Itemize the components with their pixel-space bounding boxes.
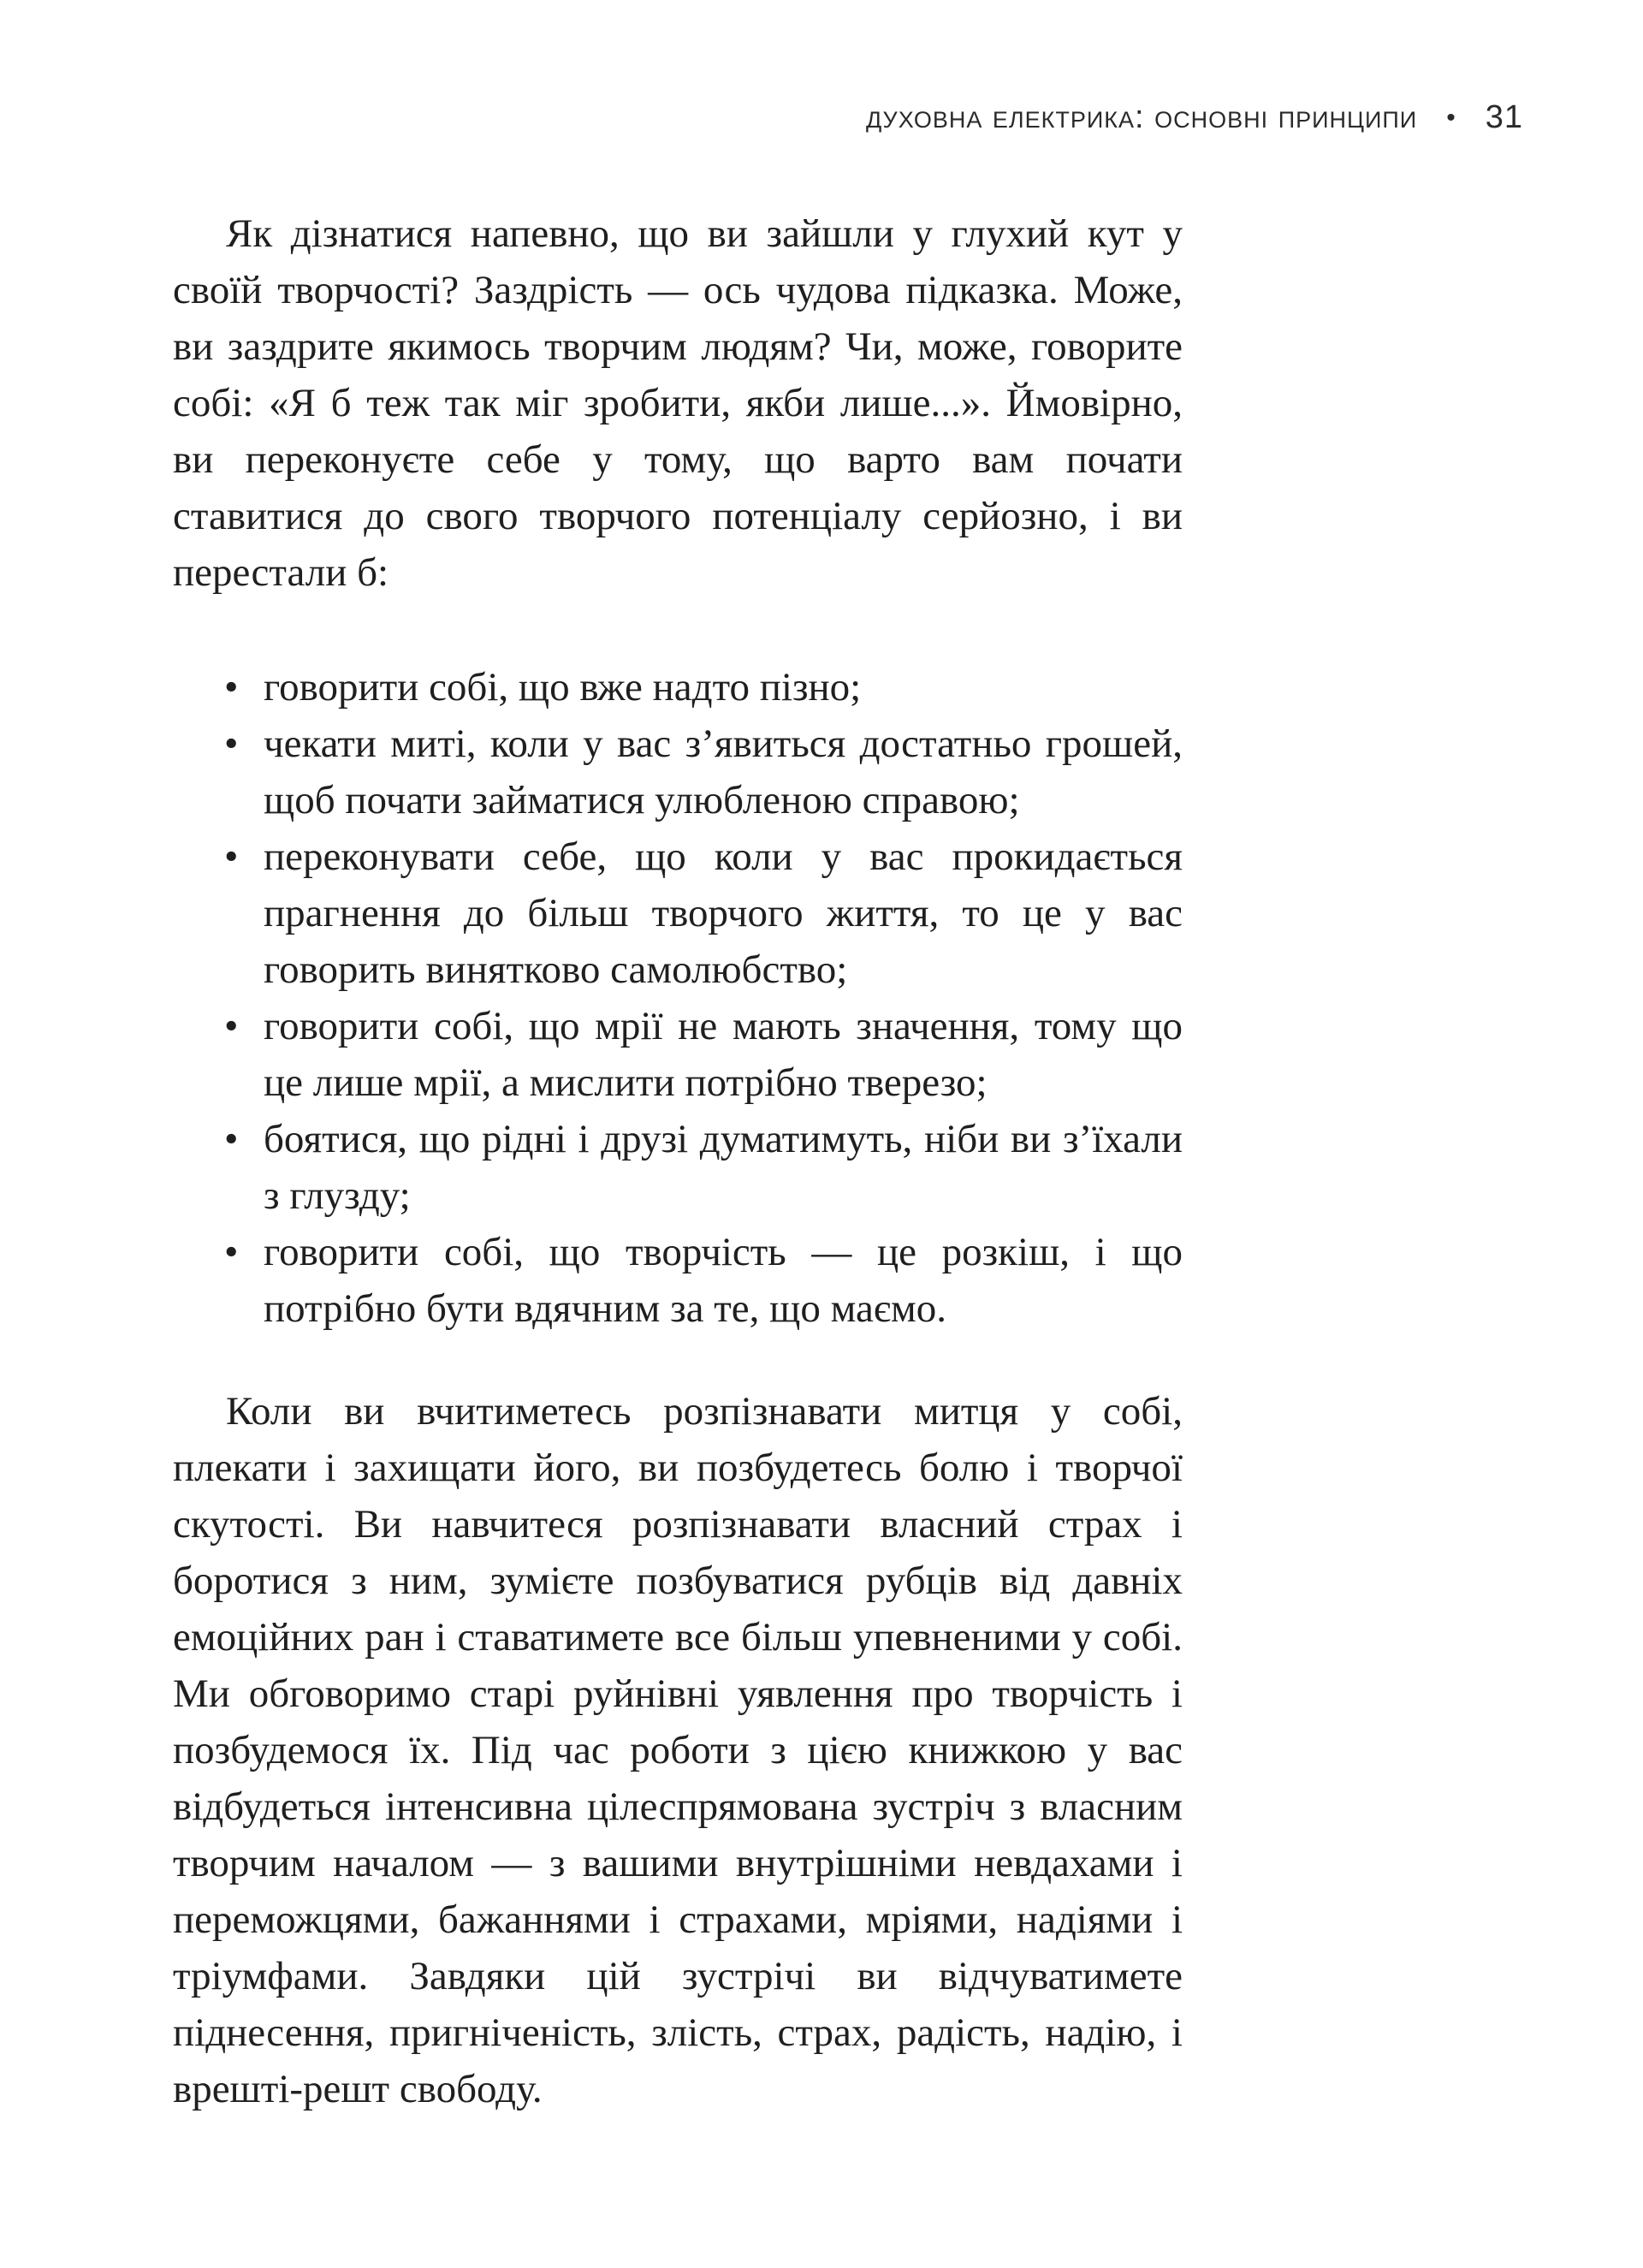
paragraph-1: Як дізнатися напевно, що ви зайшли у глухий кут у своїй творчості? Заздрість — ось чудова підказка. Може, ви заздрите якимось творчим людям? Чи, може, говорите собі: «Я б теж так міг зробити, якби лише...». Ймовірно, ви переконуєте себе у тому, що варто вам почати ставитися до свого творчого потенціалу серйозно, і ви перестали б:	[173, 211, 1183, 595]
list-item: • переконувати себе, що коли у вас прокидається прагнення до більш творчого життя, то це у вас говорить винятково самолюбство;	[224, 828, 1183, 998]
list-item: • говорити собі, що творчість — це розкіш, і що потрібно бути вдячним за те, що маємо.	[224, 1224, 1183, 1337]
list-item: • чекати миті, коли у вас з’явиться достатньо грошей, щоб почати займатися улюбленою справою;	[224, 715, 1183, 828]
paragraph-2-block	[173, 1383, 1183, 2117]
bullet-list	[224, 659, 1183, 1337]
header-separator: •	[1446, 103, 1456, 132]
paragraph-2: Коли ви вчитиметесь розпізнавати митця у собі, плекати і захищати його, ви позбудетесь болю і творчої скутості. Ви навчитеся розпізнавати власний страх і боротися з ним, зумієте позбуватися рубців від давніх емоційних ран і ставатимете все більш упевненими у собі. Ми обговоримо старі руйнівні уявлення про творчість і позбудемося їх. Під час роботи з цією книжкою у вас відбудеться інтенсивна цілеспрямована зустріч з власним творчим началом — з вашими внутрішніми невдахами і переможцями, бажаннями і страхами, мріями, надіями і тріумфами. Завдяки цій зустрічі ви відчуватимете піднесення, пригніченість, злість, страх, радість, надію, і врешті-решт свободу.	[173, 1389, 1183, 2111]
running-header	[866, 99, 1523, 136]
list-item: • говорити собі, що вже надто пізно;	[224, 659, 1183, 715]
paragraph-1-block	[173, 205, 1183, 601]
list-item: • говорити собі, що мрії не мають значення, тому що це лише мрії, а мислити потрібно тверезо;	[224, 998, 1183, 1111]
chapter-title: духовна електрика: основні принципи	[865, 99, 1418, 135]
list-item: • боятися, що рідні і друзі думатимуть, ніби ви з’їхали з глузду;	[224, 1111, 1183, 1224]
page-number: 31	[1485, 99, 1523, 135]
